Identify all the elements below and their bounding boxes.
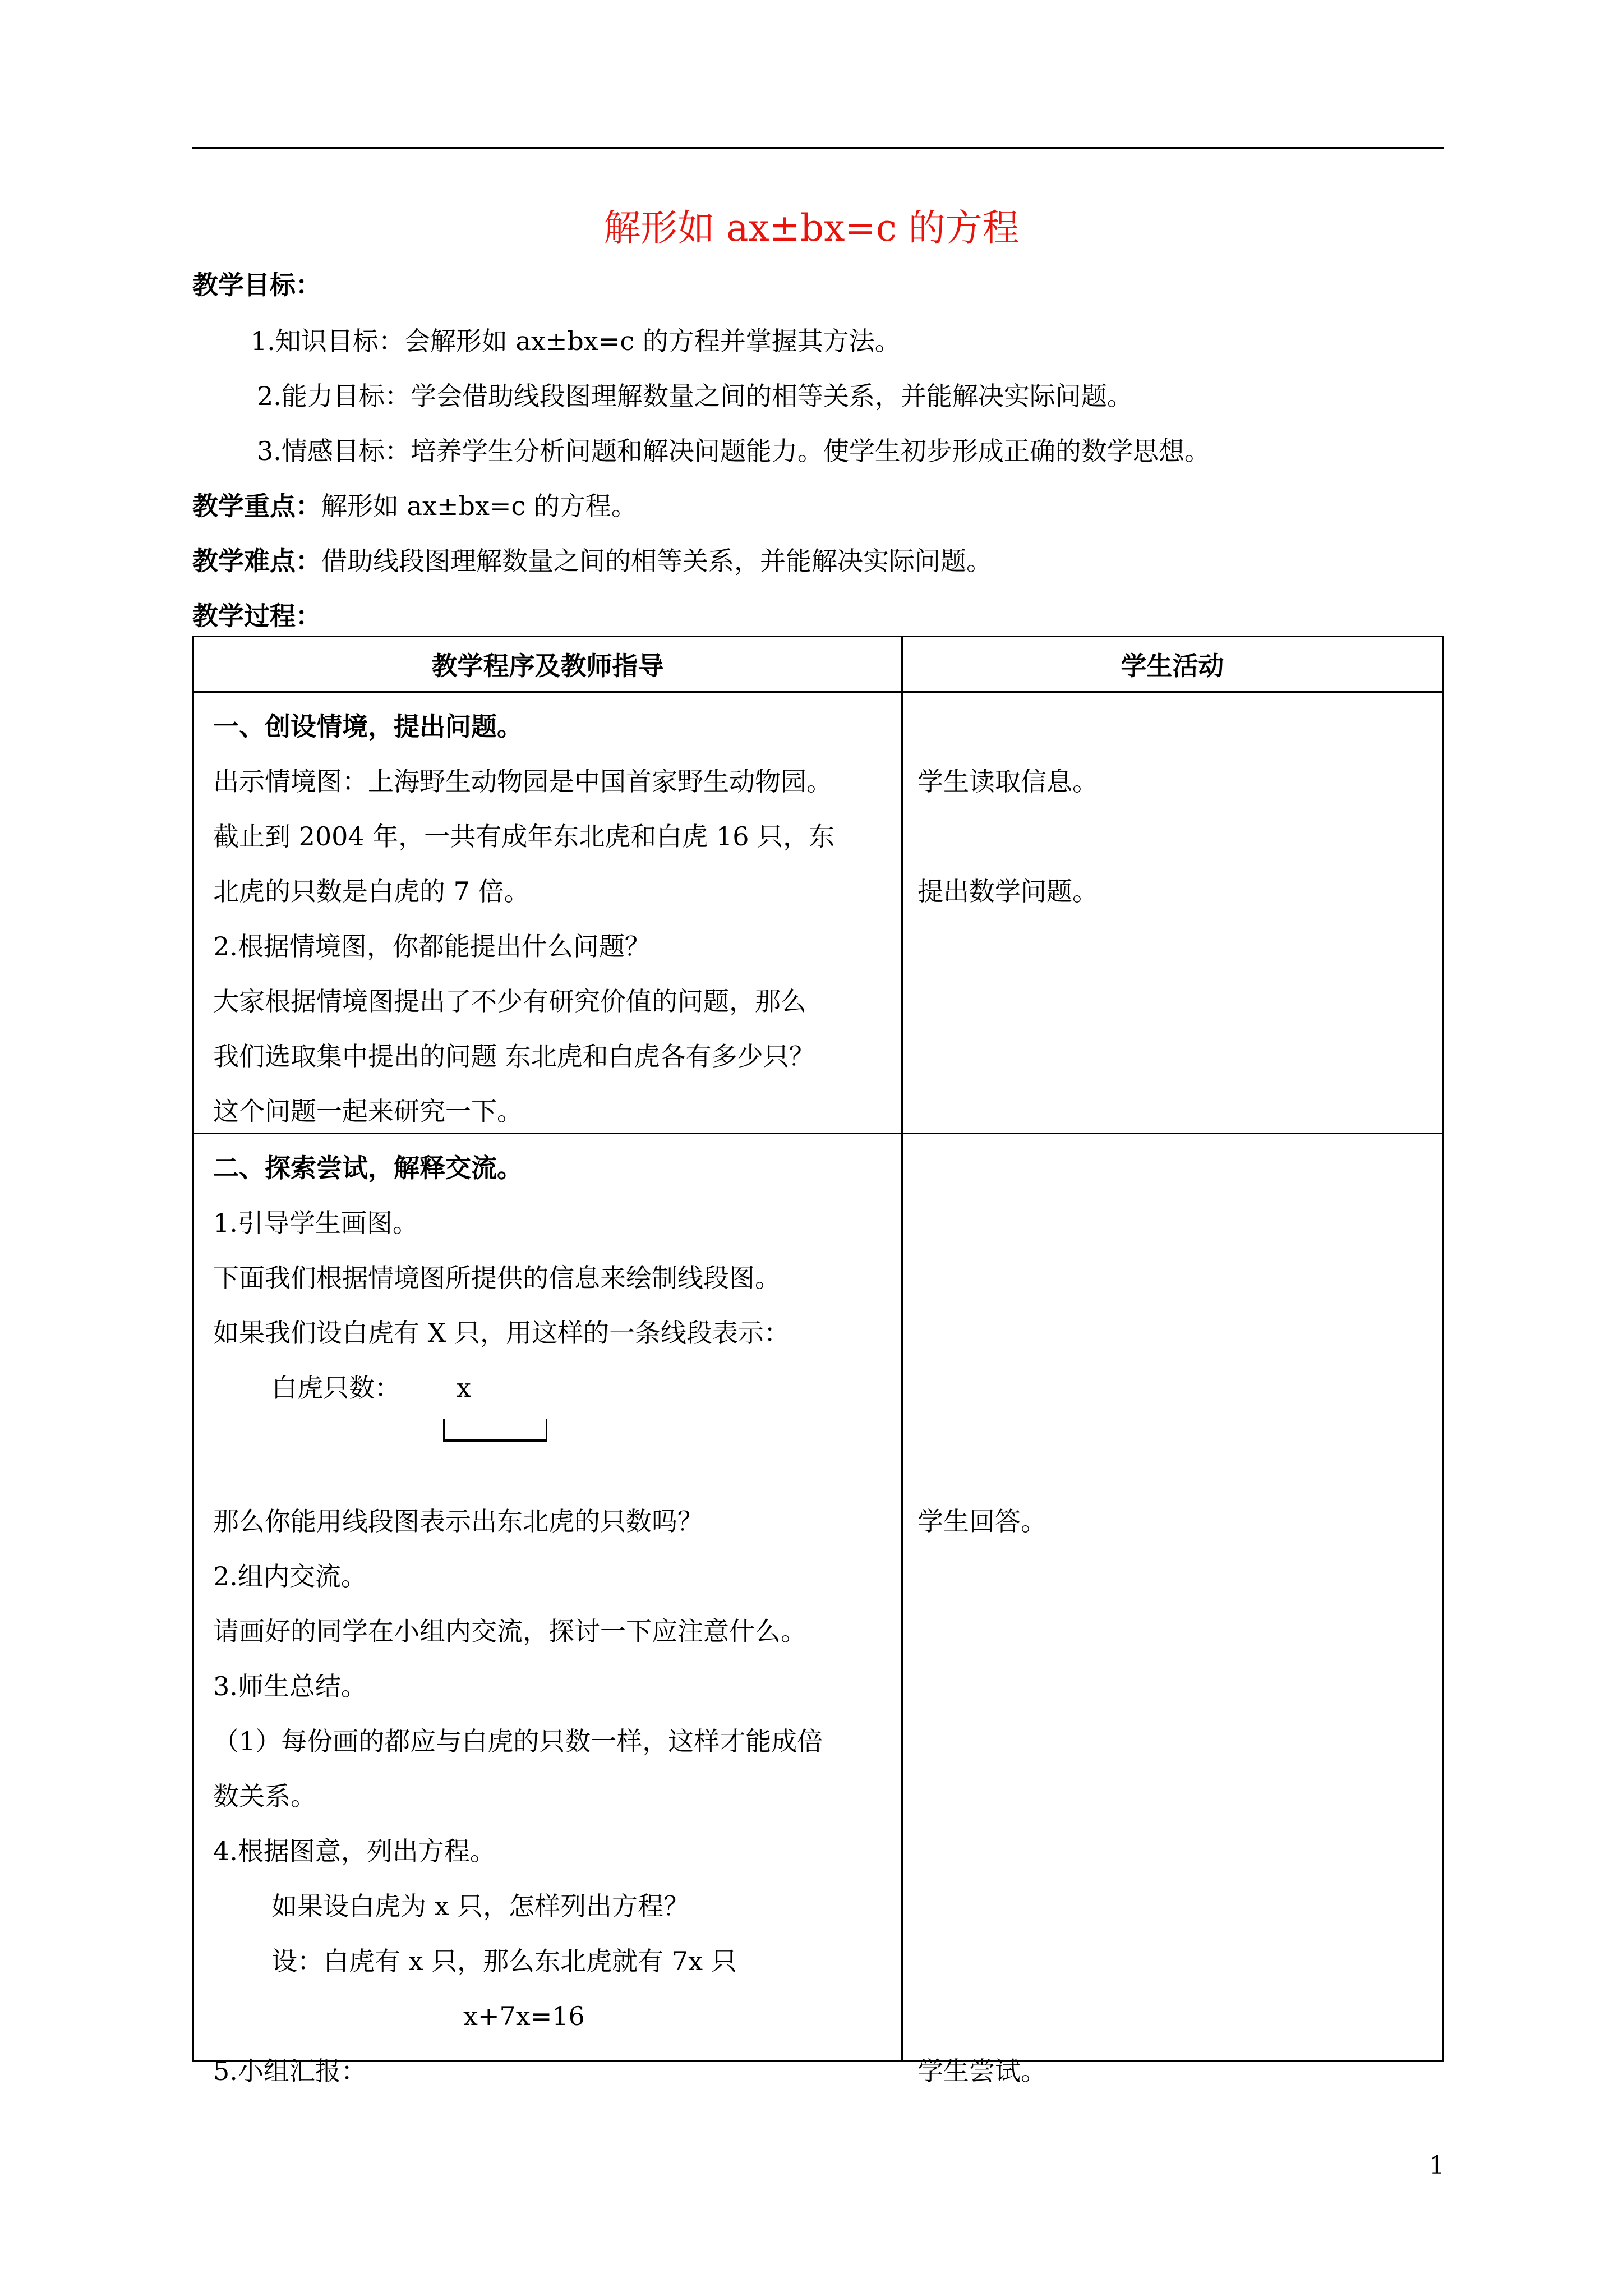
list-item: 我们选取集中提出的问题 东北虎和白虎各有多少只？ xyxy=(213,1041,815,1071)
objective-item: 3.情感目标：培养学生分析问题和解决问题能力。使学生初步形成正确的数学思想。 xyxy=(257,436,1210,466)
list-item: 请画好的同学在小组内交流，探讨一下应注意什么。 xyxy=(213,1616,806,1646)
student-cell xyxy=(902,1134,1443,2086)
section2-title: 二、探索尝试，解释交流。 xyxy=(213,1153,523,1183)
list-item: 2.根据情境图，你都能提出什么问题？ xyxy=(213,931,651,961)
list-item: 如果设白虎为 x 只，怎样列出方程？ xyxy=(271,1891,690,1921)
key-point xyxy=(192,489,637,523)
page-number: 1 xyxy=(1429,2151,1445,2180)
list-item: 1.引导学生画图。 xyxy=(213,1208,418,1238)
list-item: （1）每份画的都应与白虎的只数一样，这样才能成倍 xyxy=(213,1726,823,1756)
student-activity: 提出数学问题。 xyxy=(917,876,1098,907)
section1-title: 一、创设情境，提出问题。 xyxy=(213,711,523,742)
list-item: 大家根据情境图提出了不少有研究价值的问题，那么 xyxy=(213,986,806,1016)
student-activity: 学生尝试。 xyxy=(917,2056,1046,2086)
key-point-label: 教学重点： xyxy=(192,491,321,521)
student-cell xyxy=(902,692,1443,1134)
list-item: 北虎的只数是白虎的 7 倍。 xyxy=(213,876,530,907)
column-header-student: 学生活动 xyxy=(902,637,1443,692)
segment-variable: x xyxy=(457,1373,471,1403)
list-item: 4.根据图意，列出方程。 xyxy=(213,1836,496,1866)
equation: x+7x=16 xyxy=(463,2001,585,2031)
teacher-cell xyxy=(193,1134,902,2086)
list-item: 5.小组汇报： xyxy=(213,2056,367,2086)
process-table xyxy=(192,636,1444,2086)
list-item: 如果我们设白虎有 X 只，用这样的一条线段表示： xyxy=(213,1318,790,1348)
list-item: 2.组内交流。 xyxy=(213,1561,367,1591)
difficulty xyxy=(192,544,992,578)
student-activity: 学生回答。 xyxy=(917,1506,1046,1536)
objective-item: 1.知识目标：会解形如 ax±bx=c 的方程并掌握其方法。 xyxy=(251,326,901,356)
difficulty-text: 借助线段图理解数量之间的相等关系，并能解决实际问题。 xyxy=(321,546,992,576)
objective-item: 2.能力目标：学会借助线段图理解数量之间的相等关系，并能解决实际问题。 xyxy=(257,381,1133,411)
list-item: 下面我们根据情境图所提供的信息来绘制线段图。 xyxy=(213,1263,781,1293)
table-header-row xyxy=(193,637,1443,692)
column-header-teacher: 教学程序及教师指导 xyxy=(193,637,902,692)
list-item: 出示情境图：上海野生动物园是中国首家野生动物园。 xyxy=(213,766,832,797)
line-segment-diagram xyxy=(443,1419,547,1442)
table-row xyxy=(193,692,1443,1134)
list-item: 那么你能用线段图表示出东北虎的只数吗？ xyxy=(213,1506,703,1536)
student-activity: 学生读取信息。 xyxy=(917,766,1098,797)
segment-label: 白虎只数： xyxy=(271,1373,400,1403)
list-item: 截止到 2004 年，一共有成年东北虎和白虎 16 只，东 xyxy=(213,821,835,852)
objectives-heading: 教学目标： xyxy=(192,270,321,300)
list-item: 设：白虎有 x 只，那么东北虎就有 7x 只 xyxy=(271,1946,737,1976)
list-item: 这个问题一起来研究一下。 xyxy=(213,1096,523,1126)
page-title: 解形如 ax±bx=c 的方程 xyxy=(603,206,1020,250)
header-rule xyxy=(192,147,1444,149)
key-point-text: 解形如 ax±bx=c 的方程。 xyxy=(321,491,637,521)
process-heading: 教学过程： xyxy=(192,601,321,631)
list-item: 3.师生总结。 xyxy=(213,1671,367,1701)
difficulty-label: 教学难点： xyxy=(192,546,321,576)
list-item: 数关系。 xyxy=(213,1781,316,1811)
teacher-cell xyxy=(193,692,902,1134)
table-row xyxy=(193,1134,1443,2061)
